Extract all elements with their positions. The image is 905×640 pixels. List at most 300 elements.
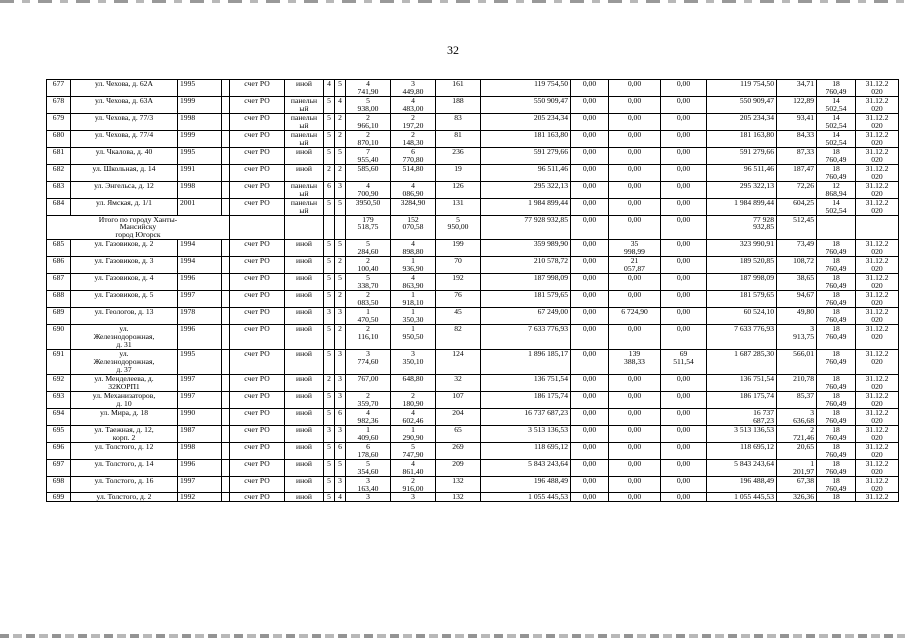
cost-cell: 186 175,74 <box>481 391 571 408</box>
wall-material-cell: панельн ый <box>285 198 324 215</box>
entrances-cell: 2 <box>335 113 346 130</box>
total-area-cell: 7 955,40 <box>346 147 391 164</box>
cost-cell: 550 909,47 <box>481 96 571 113</box>
fund3-cell: 0,00 <box>661 240 707 257</box>
fund2-cell: 0,00 <box>609 493 661 502</box>
fund1-cell: 0,00 <box>571 257 609 274</box>
total-area-cell: 4 700,90 <box>346 181 391 198</box>
row-number: 692 <box>47 374 71 391</box>
year-cell: 1995 <box>178 350 222 375</box>
unit-cost-cell: 326,36 <box>777 493 817 502</box>
blank-cell <box>222 130 230 147</box>
wall-material-cell: иной <box>285 240 324 257</box>
unit-cost-cell: 604,25 <box>777 198 817 215</box>
address-cell: ул. Газовиков, д. 4 <box>71 274 178 291</box>
table-row <box>47 147 899 164</box>
table-row <box>47 325 899 350</box>
wall-material-cell: иной <box>285 493 324 502</box>
fund2-cell: 0,00 <box>609 374 661 391</box>
residents-cell: 70 <box>436 257 481 274</box>
blank-cell <box>222 325 230 350</box>
table-row <box>47 80 899 97</box>
row-number: 693 <box>47 391 71 408</box>
table-row <box>47 350 899 375</box>
entrances-cell: 2 <box>335 130 346 147</box>
blank-cell <box>222 164 230 181</box>
account-cell: счет РО <box>230 425 285 442</box>
cost-cell: 210 578,72 <box>481 257 571 274</box>
row-number: 687 <box>47 274 71 291</box>
deadline-cell: 31.12.2 020 <box>856 96 899 113</box>
account-cell: счет РО <box>230 198 285 215</box>
living-area-cell: 2 916,00 <box>391 476 436 493</box>
year-cell: 1996 <box>178 325 222 350</box>
fund3-cell: 0,00 <box>661 164 707 181</box>
fund1-cell: 0,00 <box>571 198 609 215</box>
floors-cell: 5 <box>324 391 335 408</box>
owners-fund-cell: 1 984 899,44 <box>707 198 777 215</box>
fund1-cell: 0,00 <box>571 147 609 164</box>
address-cell: ул. Газовиков, д. 3 <box>71 257 178 274</box>
fund3-cell: 0,00 <box>661 391 707 408</box>
fund1-cell: 0,00 <box>571 113 609 130</box>
unit-cost-cell: 49,80 <box>777 308 817 325</box>
owners-fund-cell: 7 633 776,93 <box>707 325 777 350</box>
total-area-cell: 4 982,36 <box>346 408 391 425</box>
living-area-cell: 2 180,90 <box>391 391 436 408</box>
deadline-cell: 31.12.2 020 <box>856 291 899 308</box>
entrances-cell: 5 <box>335 80 346 97</box>
total-area-cell: 1 409,60 <box>346 425 391 442</box>
account-cell: счет РО <box>230 350 285 375</box>
limit-cost-cell: 18 760,49 <box>817 240 856 257</box>
cost-cell: 181 579,65 <box>481 291 571 308</box>
row-number: 694 <box>47 408 71 425</box>
entrances-cell: 3 <box>335 425 346 442</box>
blank-cell <box>222 442 230 459</box>
total-area-cell: 2 359,70 <box>346 391 391 408</box>
cost-cell: 1 984 899,44 <box>481 198 571 215</box>
owners-fund-cell: 181 579,65 <box>707 291 777 308</box>
fund1-cell: 0,00 <box>571 325 609 350</box>
account-cell: счет РО <box>230 325 285 350</box>
deadline-cell: 31.12.2 020 <box>856 308 899 325</box>
entrances-cell: 2 <box>335 291 346 308</box>
address-cell: ул. Толстого, д. 12 <box>71 442 178 459</box>
year-cell: 1998 <box>178 442 222 459</box>
fund3-cell: 0,00 <box>661 442 707 459</box>
table-row <box>47 198 899 215</box>
fund2-cell: 139 388,33 <box>609 350 661 375</box>
fund1-cell: 0,00 <box>571 476 609 493</box>
table-row <box>47 425 899 442</box>
subtotal-living-area: 152 070,58 <box>391 215 436 240</box>
residents-cell: 81 <box>436 130 481 147</box>
owners-fund-cell: 16 737 687,23 <box>707 408 777 425</box>
row-number: 699 <box>47 493 71 502</box>
cost-cell: 181 163,80 <box>481 130 571 147</box>
deadline-cell: 31.12.2 020 <box>856 257 899 274</box>
living-area-cell: 3284,90 <box>391 198 436 215</box>
entrances-cell: 6 <box>335 442 346 459</box>
unit-cost-cell: 1 201,97 <box>777 459 817 476</box>
year-cell: 1987 <box>178 425 222 442</box>
deadline-cell: 31.12.2 020 <box>856 408 899 425</box>
entrances-cell: 5 <box>335 147 346 164</box>
cost-cell: 118 695,12 <box>481 442 571 459</box>
limit-cost-cell: 18 760,49 <box>817 291 856 308</box>
total-area-cell: 3 163,40 <box>346 476 391 493</box>
total-area-cell: 2 083,50 <box>346 291 391 308</box>
subtotal-label: Итого по городу Ханты- Мансийску город Югорск <box>47 215 230 240</box>
residents-cell: 131 <box>436 198 481 215</box>
total-area-cell: 1 470,50 <box>346 308 391 325</box>
deadline-cell: 31.12.2 <box>856 493 899 502</box>
year-cell: 1997 <box>178 391 222 408</box>
year-cell: 1997 <box>178 291 222 308</box>
row-number: 679 <box>47 113 71 130</box>
row-number: 696 <box>47 442 71 459</box>
fund2-cell: 0,00 <box>609 181 661 198</box>
limit-cost-cell: 18 760,49 <box>817 459 856 476</box>
fund1-cell: 0,00 <box>571 80 609 97</box>
table-row <box>47 374 899 391</box>
blank-cell <box>222 425 230 442</box>
wall-material-cell: иной <box>285 325 324 350</box>
floors-cell: 5 <box>324 130 335 147</box>
limit-cost-cell: 18 760,49 <box>817 164 856 181</box>
blank-cell <box>222 147 230 164</box>
fund1-cell: 0,00 <box>571 274 609 291</box>
table-row <box>47 96 899 113</box>
living-area-cell: 4 086,90 <box>391 181 436 198</box>
unit-cost-cell: 3 636,68 <box>777 408 817 425</box>
row-number: 697 <box>47 459 71 476</box>
row-number: 683 <box>47 181 71 198</box>
subtotal-fund1: 0,00 <box>571 215 609 240</box>
row-number: 681 <box>47 147 71 164</box>
owners-fund-cell: 5 843 243,64 <box>707 459 777 476</box>
wall-material-cell: иной <box>285 425 324 442</box>
deadline-cell: 31.12.2 020 <box>856 425 899 442</box>
cost-cell: 1 055 445,53 <box>481 493 571 502</box>
residents-cell: 19 <box>436 164 481 181</box>
wall-material-cell: иной <box>285 164 324 181</box>
unit-cost-cell: 94,67 <box>777 291 817 308</box>
blank-cell <box>230 215 285 240</box>
blank-cell <box>222 198 230 215</box>
fund1-cell: 0,00 <box>571 408 609 425</box>
scan-edge-bottom <box>0 634 905 638</box>
table-row <box>47 164 899 181</box>
entrances-cell: 3 <box>335 181 346 198</box>
row-number: 680 <box>47 130 71 147</box>
floors-cell: 5 <box>324 240 335 257</box>
fund1-cell: 0,00 <box>571 442 609 459</box>
address-cell: ул. Энгельса, д. 12 <box>71 181 178 198</box>
limit-cost-cell: 14 502,54 <box>817 130 856 147</box>
deadline-cell: 31.12.2 020 <box>856 350 899 375</box>
deadline-cell: 31.12.2 020 <box>856 459 899 476</box>
fund3-cell: 0,00 <box>661 308 707 325</box>
limit-cost-cell: 18 760,49 <box>817 391 856 408</box>
fund2-cell: 0,00 <box>609 391 661 408</box>
account-cell: счет РО <box>230 80 285 97</box>
address-cell: ул. Железнодорожная, д. 37 <box>71 350 178 375</box>
unit-cost-cell: 67,38 <box>777 476 817 493</box>
fund2-cell: 35 998,99 <box>609 240 661 257</box>
wall-material-cell: иной <box>285 459 324 476</box>
total-area-cell: 3 <box>346 493 391 502</box>
fund2-cell: 0,00 <box>609 442 661 459</box>
wall-material-cell: панельн ый <box>285 181 324 198</box>
limit-cost-cell: 18 760,49 <box>817 442 856 459</box>
owners-fund-cell: 119 754,50 <box>707 80 777 97</box>
account-cell: счет РО <box>230 476 285 493</box>
fund2-cell: 0,00 <box>609 425 661 442</box>
entrances-cell: 2 <box>335 164 346 181</box>
living-area-cell: 1 950,50 <box>391 325 436 350</box>
floors-cell: 3 <box>324 308 335 325</box>
fund1-cell: 0,00 <box>571 291 609 308</box>
fund2-cell: 0,00 <box>609 291 661 308</box>
deadline-cell: 31.12.2 020 <box>856 391 899 408</box>
account-cell: счет РО <box>230 130 285 147</box>
owners-fund-cell: 60 524,10 <box>707 308 777 325</box>
address-cell: ул. Толстого, д. 16 <box>71 476 178 493</box>
blank-cell <box>222 257 230 274</box>
fund3-cell: 0,00 <box>661 147 707 164</box>
blank-cell <box>222 291 230 308</box>
living-area-cell: 648,80 <box>391 374 436 391</box>
cost-cell: 119 754,50 <box>481 80 571 97</box>
row-number: 698 <box>47 476 71 493</box>
year-cell: 1991 <box>178 164 222 181</box>
row-number: 677 <box>47 80 71 97</box>
limit-cost-cell: 12 868,94 <box>817 181 856 198</box>
blank-cell <box>324 215 335 240</box>
fund1-cell: 0,00 <box>571 181 609 198</box>
residents-cell: 199 <box>436 240 481 257</box>
total-area-cell: 5 284,60 <box>346 240 391 257</box>
unit-cost-cell: 187,47 <box>777 164 817 181</box>
wall-material-cell: панельн ый <box>285 130 324 147</box>
subtotal-fund3: 0,00 <box>661 215 707 240</box>
limit-cost-cell: 18 760,49 <box>817 308 856 325</box>
blank-cell <box>285 215 324 240</box>
floors-cell: 5 <box>324 493 335 502</box>
year-cell: 1996 <box>178 459 222 476</box>
account-cell: счет РО <box>230 408 285 425</box>
living-area-cell: 3 350,10 <box>391 350 436 375</box>
entrances-cell: 3 <box>335 350 346 375</box>
deadline-cell: 31.12.2 020 <box>856 164 899 181</box>
cost-cell: 187 998,09 <box>481 274 571 291</box>
entrances-cell: 4 <box>335 493 346 502</box>
table-row <box>47 113 899 130</box>
address-cell: ул. Геологов, д. 13 <box>71 308 178 325</box>
owners-fund-cell: 550 909,47 <box>707 96 777 113</box>
fund1-cell: 0,00 <box>571 350 609 375</box>
row-number: 686 <box>47 257 71 274</box>
cost-cell: 7 633 776,93 <box>481 325 571 350</box>
living-area-cell: 3 <box>391 493 436 502</box>
account-cell: счет РО <box>230 257 285 274</box>
unit-cost-cell: 2 721,46 <box>777 425 817 442</box>
year-cell: 1995 <box>178 147 222 164</box>
total-area-cell: 6 178,60 <box>346 442 391 459</box>
year-cell: 1997 <box>178 374 222 391</box>
fund2-cell: 0,00 <box>609 459 661 476</box>
entrances-cell: 3 <box>335 308 346 325</box>
blank-cell <box>222 374 230 391</box>
table-row <box>47 391 899 408</box>
limit-cost-cell: 18 <box>817 493 856 502</box>
page-number: 32 <box>447 43 459 57</box>
unit-cost-cell: 210,78 <box>777 374 817 391</box>
residents-cell: 161 <box>436 80 481 97</box>
owners-fund-cell: 1 055 445,53 <box>707 493 777 502</box>
address-cell: ул. Мира, д. 18 <box>71 408 178 425</box>
address-cell: ул. Железнодорожная, д. 31 <box>71 325 178 350</box>
limit-cost-cell: 18 760,49 <box>817 147 856 164</box>
blank-cell <box>222 408 230 425</box>
unit-cost-cell: 34,71 <box>777 80 817 97</box>
table-row <box>47 240 899 257</box>
account-cell: счет РО <box>230 374 285 391</box>
entrances-cell: 3 <box>335 476 346 493</box>
account-cell: счет РО <box>230 240 285 257</box>
entrances-cell: 4 <box>335 96 346 113</box>
owners-fund-cell: 186 175,74 <box>707 391 777 408</box>
blank-cell <box>222 476 230 493</box>
blank-cell <box>817 215 856 240</box>
owners-fund-cell: 181 163,80 <box>707 130 777 147</box>
table-row <box>47 459 899 476</box>
owners-fund-cell: 1 687 285,30 <box>707 350 777 375</box>
unit-cost-cell: 72,26 <box>777 181 817 198</box>
fund3-cell: 0,00 <box>661 459 707 476</box>
address-cell: ул. Газовиков, д. 5 <box>71 291 178 308</box>
limit-cost-cell: 18 760,49 <box>817 374 856 391</box>
owners-fund-cell: 3 513 136,53 <box>707 425 777 442</box>
year-cell: 1995 <box>178 80 222 97</box>
cost-cell: 295 322,13 <box>481 181 571 198</box>
wall-material-cell: иной <box>285 308 324 325</box>
entrances-cell: 5 <box>335 198 346 215</box>
total-area-cell: 3950,50 <box>346 198 391 215</box>
deadline-cell: 31.12.2 020 <box>856 80 899 97</box>
living-area-cell: 3 449,80 <box>391 80 436 97</box>
row-number: 691 <box>47 350 71 375</box>
residents-cell: 269 <box>436 442 481 459</box>
blank-cell <box>222 493 230 502</box>
account-cell: счет РО <box>230 96 285 113</box>
floors-cell: 5 <box>324 325 335 350</box>
address-cell: ул. Толстого, д. 14 <box>71 459 178 476</box>
total-area-cell: 2 870,10 <box>346 130 391 147</box>
account-cell: счет РО <box>230 291 285 308</box>
total-area-cell: 5 338,70 <box>346 274 391 291</box>
residents-cell: 204 <box>436 408 481 425</box>
account-cell: счет РО <box>230 113 285 130</box>
deadline-cell: 31.12.2 020 <box>856 374 899 391</box>
limit-cost-cell: 18 760,49 <box>817 257 856 274</box>
subtotal-unit-cost: 512,45 <box>777 215 817 240</box>
limit-cost-cell: 18 760,49 <box>817 476 856 493</box>
unit-cost-cell: 566,01 <box>777 350 817 375</box>
year-cell: 1978 <box>178 308 222 325</box>
year-cell: 1997 <box>178 476 222 493</box>
residents-cell: 126 <box>436 181 481 198</box>
floors-cell: 5 <box>324 198 335 215</box>
limit-cost-cell: 18 760,49 <box>817 408 856 425</box>
residents-cell: 45 <box>436 308 481 325</box>
subtotal-cost: 77 928 932,85 <box>481 215 571 240</box>
deadline-cell: 31.12.2 020 <box>856 113 899 130</box>
row-number: 685 <box>47 240 71 257</box>
residents-cell: 32 <box>436 374 481 391</box>
deadline-cell: 31.12.2 020 <box>856 130 899 147</box>
cost-cell: 359 989,90 <box>481 240 571 257</box>
floors-cell: 5 <box>324 291 335 308</box>
wall-material-cell: иной <box>285 391 324 408</box>
fund1-cell: 0,00 <box>571 96 609 113</box>
fund2-cell: 0,00 <box>609 408 661 425</box>
floors-cell: 5 <box>324 442 335 459</box>
living-area-cell: 4 483,00 <box>391 96 436 113</box>
account-cell: счет РО <box>230 274 285 291</box>
fund2-cell: 21 057,87 <box>609 257 661 274</box>
account-cell: счет РО <box>230 164 285 181</box>
account-cell: счет РО <box>230 181 285 198</box>
deadline-cell: 31.12.2 020 <box>856 442 899 459</box>
fund3-cell: 0,00 <box>661 80 707 97</box>
table-row <box>47 181 899 198</box>
residents-cell: 124 <box>436 350 481 375</box>
unit-cost-cell: 93,41 <box>777 113 817 130</box>
fund3-cell: 0,00 <box>661 374 707 391</box>
total-area-cell: 4 741,90 <box>346 80 391 97</box>
address-cell: ул. Газовиков, д. 2 <box>71 240 178 257</box>
living-area-cell: 1 350,30 <box>391 308 436 325</box>
unit-cost-cell: 108,72 <box>777 257 817 274</box>
wall-material-cell: иной <box>285 291 324 308</box>
fund3-cell: 0,00 <box>661 274 707 291</box>
wall-material-cell: иной <box>285 442 324 459</box>
blank-cell <box>222 308 230 325</box>
account-cell: счет РО <box>230 442 285 459</box>
account-cell: счет РО <box>230 147 285 164</box>
deadline-cell: 31.12.2 020 <box>856 325 899 350</box>
living-area-cell: 5 747,90 <box>391 442 436 459</box>
cost-cell: 67 249,00 <box>481 308 571 325</box>
address-cell: ул. Менделеева, д. 32КОРП1 <box>71 374 178 391</box>
total-area-cell: 5 354,60 <box>346 459 391 476</box>
residents-cell: 132 <box>436 493 481 502</box>
deadline-cell: 31.12.2 020 <box>856 240 899 257</box>
floors-cell: 5 <box>324 113 335 130</box>
table-row <box>47 308 899 325</box>
entrances-cell: 5 <box>335 459 346 476</box>
unit-cost-cell: 73,49 <box>777 240 817 257</box>
blank-cell <box>222 459 230 476</box>
floors-cell: 5 <box>324 476 335 493</box>
floors-cell: 5 <box>324 350 335 375</box>
unit-cost-cell: 87,33 <box>777 147 817 164</box>
wall-material-cell: иной <box>285 257 324 274</box>
fund3-cell: 0,00 <box>661 181 707 198</box>
